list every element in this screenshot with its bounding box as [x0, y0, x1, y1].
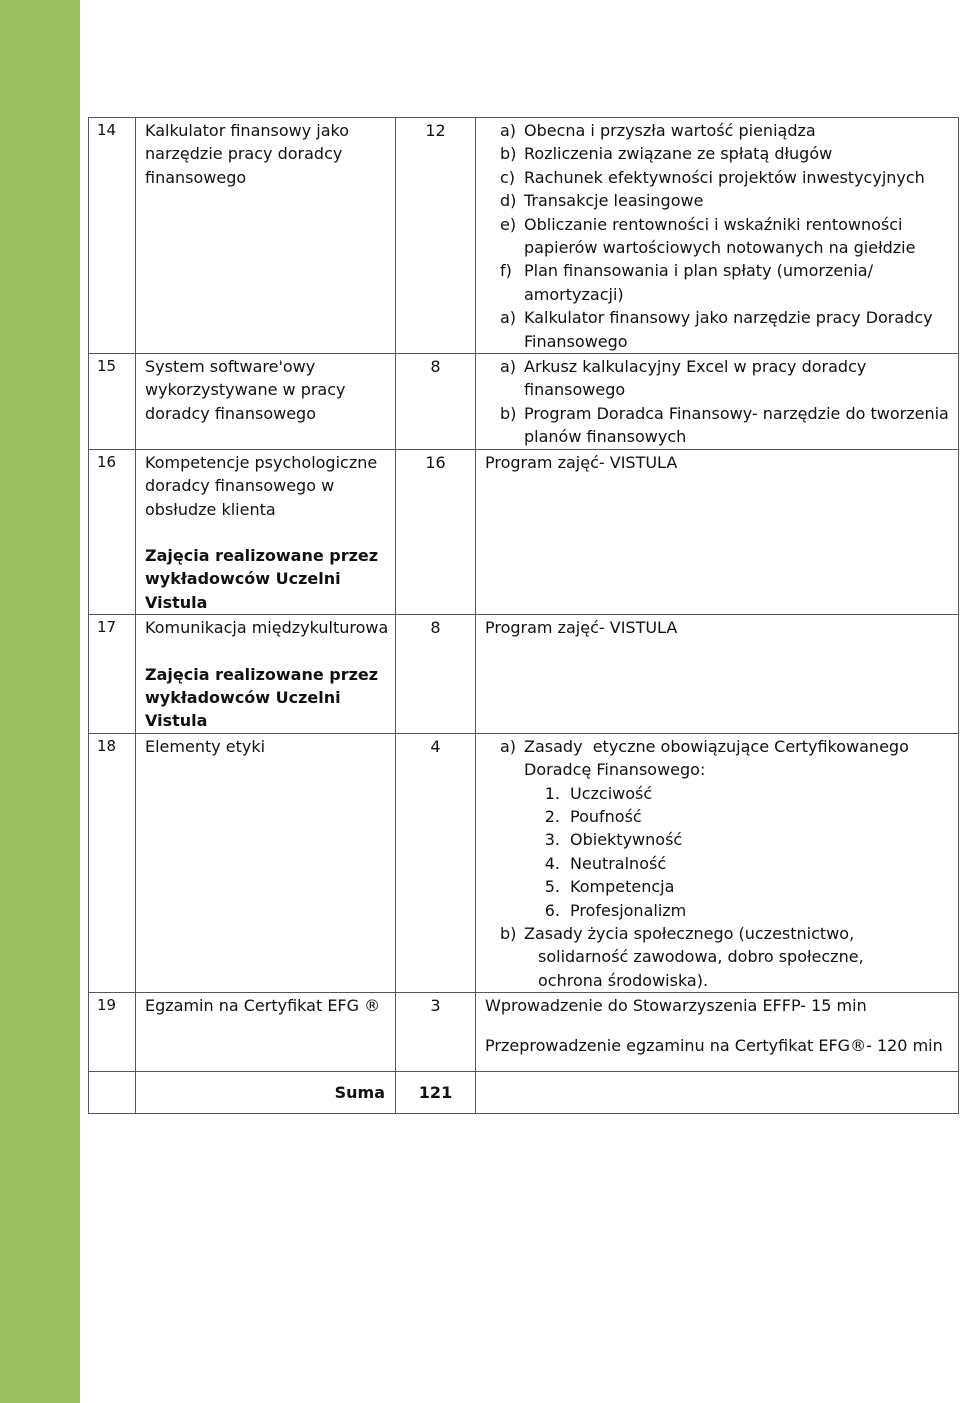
content-cell	[476, 993, 959, 1072]
numbered-item: 1. Uczciwość	[544, 783, 653, 803]
numbered-item: 4. Neutralność	[544, 853, 667, 873]
row-number: 14	[89, 118, 136, 354]
table-row	[89, 118, 959, 354]
topic-cell	[136, 118, 396, 354]
row-number: 15	[89, 354, 136, 450]
topic-note: Zajęcia realizowane przez wykładowców Uczelni Vistula	[145, 545, 379, 612]
table-row	[89, 354, 959, 450]
row-number: 17	[89, 615, 136, 734]
list-item: b) Zasady życia społecznego (uczestnictwo,	[500, 924, 855, 943]
topic-note: Zajęcia realizowane przez wykładowców Uczelni Vistula	[145, 664, 379, 731]
content-cell: Program zajęć- VISTULA	[476, 449, 959, 614]
content-cell: Program zajęć- VISTULA	[476, 615, 959, 734]
registered-symbol: ®	[850, 1035, 867, 1055]
list-item-continuation: Doradcę Finansowego:	[524, 760, 706, 780]
table-row	[89, 733, 959, 992]
table-row	[89, 615, 959, 734]
content-line: Przeprowadzenie egzaminu na Certyfikat EFG®- 120 min	[485, 1035, 943, 1055]
list-item-continuation: ochrona środowiska).	[538, 970, 709, 990]
numbered-item: 5. Kompetencja	[544, 877, 675, 897]
topic-text: Elementy etyki	[145, 736, 266, 756]
row-number: 18	[89, 733, 136, 992]
list-item-continuation: solidarność zawodowa, dobro społeczne,	[538, 947, 864, 967]
registered-symbol: ®	[364, 996, 381, 1016]
topic-text: System software'owy wykorzystywane w pracy doradcy finansowego	[145, 357, 346, 423]
topic-cell	[136, 993, 396, 1072]
list-item: f) Plan finansowania i plan spłaty (umorzenia/ amortyzacji)	[500, 261, 873, 304]
topic-text: Kompetencje psychologiczne doradcy finansowego w obsłudze klienta	[145, 452, 378, 519]
topic-cell	[136, 354, 396, 450]
summary-label: Suma	[136, 1072, 396, 1114]
topic-text: Egzamin na Certyfikat EFG	[145, 996, 360, 1016]
numbered-item: 6. Profesjonalizm	[544, 900, 687, 920]
hours-cell: 8	[396, 615, 476, 734]
syllabus-table	[88, 117, 959, 1114]
hours-cell: 12	[396, 118, 476, 354]
hours-cell: 16	[396, 449, 476, 614]
content-cell	[476, 733, 959, 992]
summary-value: 121	[396, 1072, 476, 1114]
topic-text: Kalkulator finansowy jako narzędzie pracy doradcy finansowego	[145, 121, 350, 187]
list-item: a) Zasady etyczne obowiązujące Certyfikowanego	[500, 736, 909, 756]
table-row	[89, 993, 959, 1072]
green-margin-strip	[0, 0, 80, 1403]
content-line: Wprowadzenie do Stowarzyszenia EFFP- 15 min	[485, 996, 867, 1016]
numbered-item: 2. Poufność	[544, 806, 642, 826]
hours-cell: 4	[396, 733, 476, 992]
list-item: b) Program Doradca Finansowy- narzędzie do tworzenia planów finansowych	[500, 403, 949, 447]
topic-cell	[136, 733, 396, 992]
hours-cell: 3	[396, 993, 476, 1072]
numbered-item: 3. Obiektywność	[544, 830, 683, 850]
content-cell	[476, 118, 959, 354]
list-item: a) Kalkulator finansowy jako narzędzie pracy Doradcy Finansowego	[500, 308, 933, 351]
list-item: e) Obliczanie rentowności i wskaźniki rentowności papierów wartościowych notowanych na giełdzie	[500, 214, 916, 258]
content-cell	[476, 354, 959, 450]
list-item: d) Transakcje leasingowe	[500, 191, 704, 211]
list-item: c) Rachunek efektywności projektów inwestycyjnych	[500, 167, 925, 187]
list-item: a) Obecna i przyszła wartość pieniądza	[500, 121, 816, 140]
list-item: a) Arkusz kalkulacyjny Excel w pracy doradcy finansowego	[500, 357, 867, 400]
row-number: 19	[89, 993, 136, 1072]
topic-cell	[136, 615, 396, 734]
row-number: 16	[89, 449, 136, 614]
list-item: b) Rozliczenia związane ze spłatą długów	[500, 144, 833, 164]
table-row	[89, 449, 959, 614]
hours-cell: 8	[396, 354, 476, 450]
summary-row	[89, 1072, 959, 1114]
topic-cell	[136, 449, 396, 614]
topic-text: Komunikacja międzykulturowa	[145, 618, 389, 638]
